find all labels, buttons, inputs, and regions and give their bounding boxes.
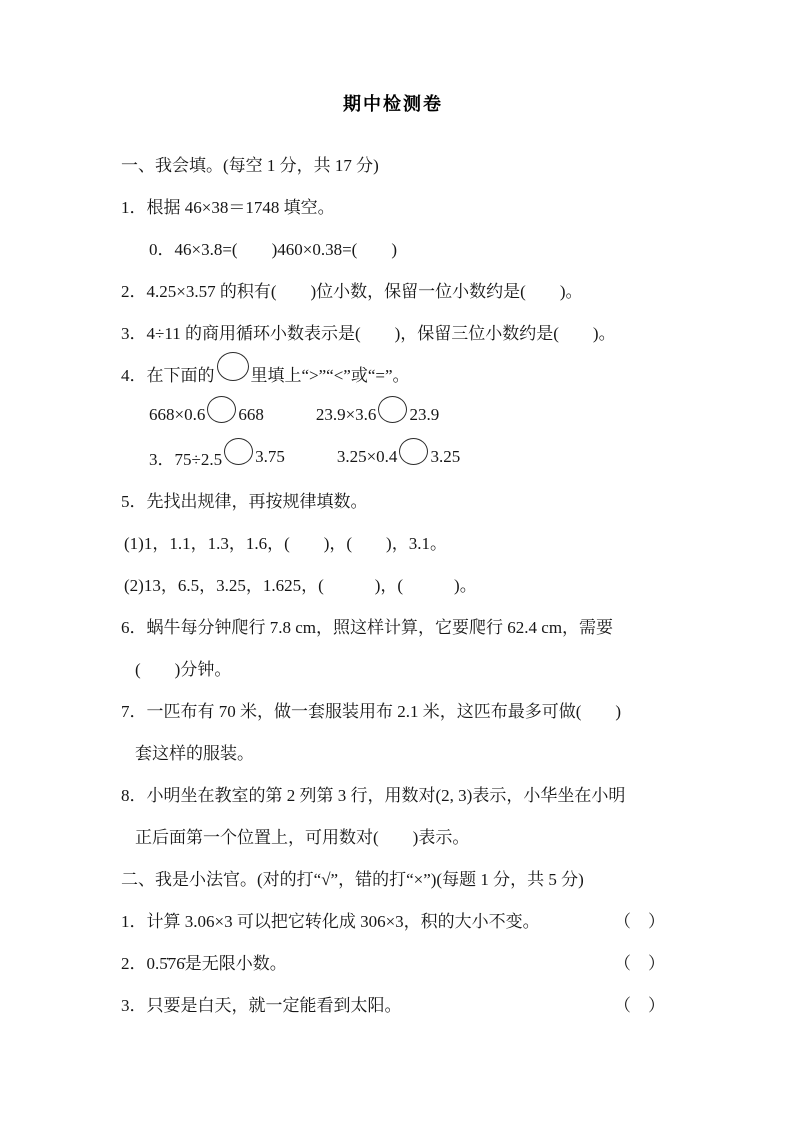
section1-header: 一、我会填。(每空 1 分，共 17 分) [121, 155, 379, 175]
q4-intro-text-before: 4．在下面的 [121, 365, 215, 385]
q5-line1: 5．先找出规律，再按规律填数。 [121, 491, 368, 511]
q5-sub2: (2)13，6.5，3.25，1.625，( )，( )。 [124, 575, 477, 595]
judge-1-text: 1．计算 3.06×3 可以把它转化成 306×3，积的大小不变。 [121, 911, 540, 931]
q7-line2: 套这样的服装。 [135, 743, 254, 763]
q6-line1: 6．蜗牛每分钟爬行 7.8 cm，照这样计算，它要爬行 62.4 cm，需要 [121, 617, 614, 637]
q8-line2: 正后面第一个位置上，可用数对( )表示。 [135, 827, 470, 847]
q3-line: 3．4÷11 的商用循环小数表示是( )，保留三位小数约是( )。 [121, 323, 616, 343]
q7-line1: 7．一匹布有 70 米，做一套服装用布 2.1 米，这匹布最多可做( ) [121, 701, 622, 721]
q6-line2: ( )分钟。 [135, 659, 232, 679]
q4-intro [121, 352, 665, 394]
judge-item-3 [121, 982, 665, 1024]
q4-intro-text-after: 里填上“>”“<”或“=”。 [250, 365, 410, 385]
q4-r1-expr-a: 668×0.6 [149, 405, 206, 424]
q4-r1-expr-b: 23.9×3.6 [315, 405, 377, 424]
judge-item-1 [121, 898, 665, 940]
judge-3-answer-blank: （ ） [614, 995, 665, 1015]
comparison-circle-icon [224, 438, 253, 465]
comparison-circle-icon [207, 396, 236, 423]
q4-r2-val-b: 3.25 [430, 447, 461, 466]
q4-r2-val-a: 3.75 [255, 447, 285, 466]
comparison-circle-icon [378, 396, 407, 423]
q4-r1-val-a: 668 [238, 405, 264, 424]
judge-3-text: 3．只要是白天，就一定能看到太阳。 [121, 995, 402, 1015]
comparison-circle-icon [217, 352, 249, 381]
q5-sub1: (1)1，1.1，1.3，1.6，( )，( )，3.1。 [124, 533, 447, 553]
judge-2-text: 2．0.5̇76̇是无限小数。 [121, 953, 287, 973]
q4-row2 [121, 436, 665, 478]
page-title: 期中检测卷 [343, 94, 443, 114]
judge-1-answer-blank: （ ） [614, 911, 665, 931]
q4-r2-expr-a: 3．75÷2.5 [149, 449, 223, 469]
q2-line: 2．4.25×3.57 的积有( )位小数，保留一位小数约是( )。 [121, 281, 583, 301]
q4-r2-expr-b: 3.25×0.4 [336, 447, 398, 466]
q4-row1 [121, 394, 665, 436]
q4-r1-val-b: 23.9 [409, 405, 440, 424]
q8-line1: 8．小明坐在教室的第 2 列第 3 行，用数对(2, 3)表示，小华坐在小明 [121, 785, 626, 805]
judge-2-answer-blank: （ ） [614, 953, 665, 973]
judge-item-2 [121, 940, 665, 982]
q1-line2: 0．46×3.8=( )460×0.38=( ) [149, 239, 397, 259]
q1-line1: 1．根据 46×38＝1748 填空。 [121, 197, 335, 217]
comparison-circle-icon [399, 438, 428, 465]
section2-header: 二、我是小法官。(对的打“√”，错的打“×”)(每题 1 分，共 5 分) [121, 869, 584, 889]
